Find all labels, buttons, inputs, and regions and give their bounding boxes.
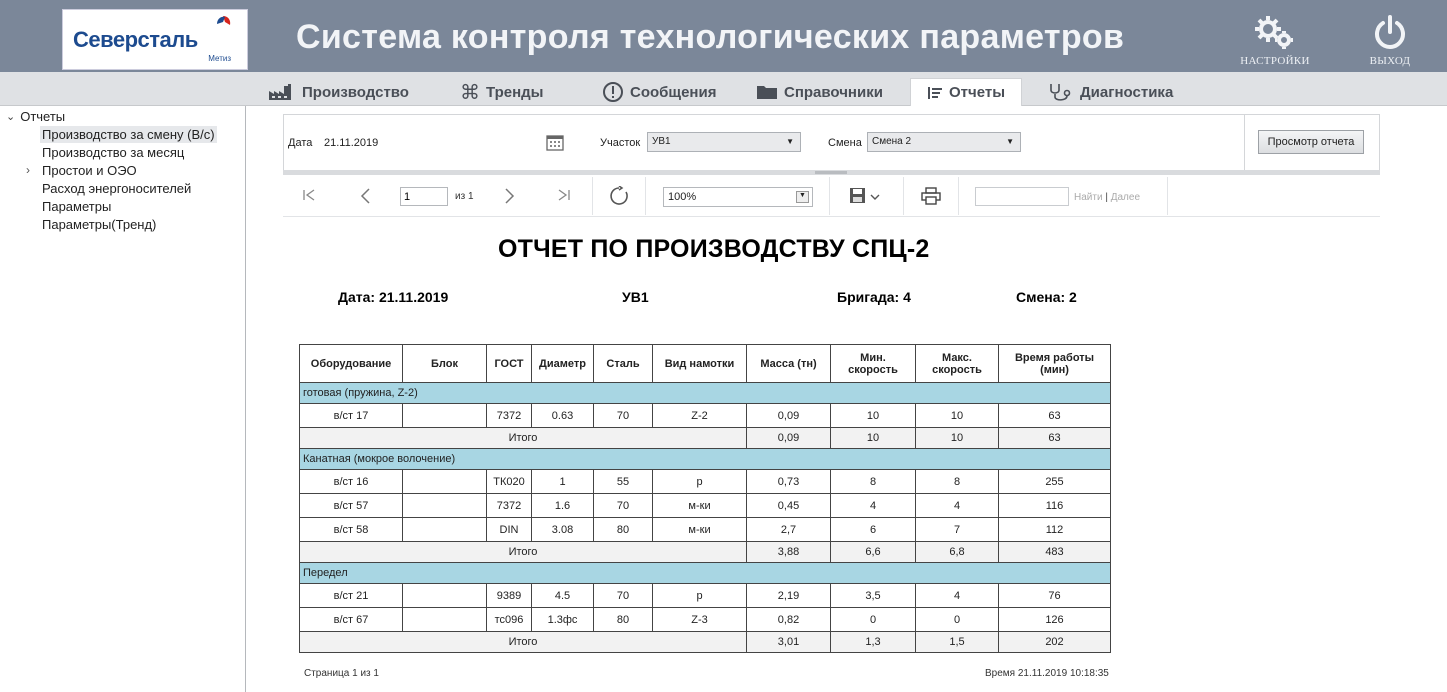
table-row (300, 404, 1111, 428)
shift-label: Смена (828, 137, 862, 149)
table-row (300, 494, 1111, 518)
date-field[interactable]: 21.11.2019 (324, 137, 379, 149)
tab-reports[interactable] (910, 78, 1022, 106)
toolbar-divider (903, 177, 904, 215)
settings-label: НАСТРОЙКИ (1240, 55, 1310, 67)
table-cell: Z-2 (653, 404, 747, 428)
table-cell: 0.63 (532, 404, 594, 428)
total-label: Итого (300, 632, 747, 653)
total-label: Итого (300, 428, 747, 449)
table-cell: 0,82 (747, 608, 831, 632)
table-cell: 4 (831, 494, 916, 518)
find-text-input[interactable] (975, 187, 1069, 206)
table-cell: 3.08 (532, 518, 594, 542)
table-cell: 70 (594, 494, 653, 518)
total-cell: 202 (999, 632, 1111, 653)
group-name: готовая (пружина, Z-2) (300, 383, 1111, 404)
table-cell: 1.3фс (532, 608, 594, 632)
shift-select-value: Смена 2 (872, 136, 912, 147)
table-cell: в/ст 57 (300, 494, 403, 518)
toolbar-divider (958, 177, 959, 215)
table-cell: 4.5 (532, 584, 594, 608)
table-cell: в/ст 16 (300, 470, 403, 494)
table-cell: 7 (916, 518, 999, 542)
chevron-down-icon[interactable]: ⌄ (6, 111, 16, 123)
page-count-text: из 1 (455, 191, 474, 202)
zoom-value: 100% (668, 191, 697, 203)
total-cell: 6,6 (831, 542, 916, 563)
tree-item-shift-production[interactable]: Производство за смену (В/с) (42, 127, 215, 142)
toolbar-divider (592, 177, 593, 215)
table-cell: 76 (999, 584, 1111, 608)
group-row (300, 383, 1111, 404)
table-cell: 255 (999, 470, 1111, 494)
table-cell: 3,5 (831, 584, 916, 608)
dropdown-arrow-icon: ▼ (786, 137, 794, 146)
table-cell: 4 (916, 494, 999, 518)
tree-root-label: Отчеты (20, 109, 66, 124)
column-header: Блок (403, 345, 487, 383)
last-page-icon[interactable] (556, 187, 572, 208)
column-header: Сталь (594, 345, 653, 383)
table-row (300, 584, 1111, 608)
tree-root-reports[interactable] (6, 109, 65, 124)
table-cell (403, 608, 487, 632)
app-title: Система контроля технологических параметров (296, 18, 1125, 56)
table-cell: в/ст 58 (300, 518, 403, 542)
alert-circle-icon (602, 81, 624, 103)
table-cell: 10 (831, 404, 916, 428)
report-brigade: Бригада: 4 (837, 289, 911, 305)
zoom-select[interactable] (663, 187, 813, 207)
table-cell: 80 (594, 518, 653, 542)
table-cell: 126 (999, 608, 1111, 632)
table-cell: 8 (831, 470, 916, 494)
column-header: Время работы (мин) (999, 345, 1111, 383)
tree-item-energy[interactable]: Расход энергоносителей (42, 181, 192, 196)
total-row (300, 428, 1111, 449)
toolbar-divider (829, 177, 830, 215)
table-cell: тс096 (487, 608, 532, 632)
total-cell: 1,5 (916, 632, 999, 653)
time-footer: Время 21.11.2019 10:18:35 (985, 668, 1109, 679)
table-cell: в/ст 67 (300, 608, 403, 632)
total-row (300, 542, 1111, 563)
tab-trends[interactable] (460, 78, 544, 106)
tab-label: Отчеты (949, 84, 1006, 101)
table-cell: 0,09 (747, 404, 831, 428)
table-cell: 0,73 (747, 470, 831, 494)
table-body (300, 383, 1111, 653)
table-cell (403, 584, 487, 608)
page-number-input[interactable] (400, 187, 448, 206)
dropdown-arrow-icon: ▼ (1006, 137, 1014, 146)
refresh-icon[interactable] (609, 186, 629, 211)
command-icon: ⌘ (460, 81, 480, 104)
logo-subtext: Метиз (208, 54, 231, 63)
total-cell: 483 (999, 542, 1111, 563)
next-page-icon[interactable] (501, 187, 517, 210)
table-cell: ТК020 (487, 470, 532, 494)
table-cell: 7372 (487, 404, 532, 428)
table-cell: 116 (999, 494, 1111, 518)
total-cell: 3,01 (747, 632, 831, 653)
exit-label: ВЫХОД (1369, 55, 1411, 67)
group-row (300, 563, 1111, 584)
tab-production[interactable] (268, 78, 409, 106)
total-cell: 10 (831, 428, 916, 449)
tree-item-downtime[interactable]: Простои и ОЭО (42, 163, 137, 178)
table-cell: 0 (831, 608, 916, 632)
table-cell: 63 (999, 404, 1111, 428)
table-cell: 55 (594, 470, 653, 494)
chevron-right-icon[interactable]: › (26, 163, 30, 177)
column-header: Оборудование (300, 345, 403, 383)
date-label: Дата (288, 137, 313, 149)
total-cell: 6,8 (916, 542, 999, 563)
tree-item-parameters-trend[interactable]: Параметры(Тренд) (42, 217, 157, 232)
settings-button[interactable] (1233, 10, 1317, 70)
splitter-grip[interactable] (815, 171, 847, 174)
table-cell: DIN (487, 518, 532, 542)
total-label: Итого (300, 542, 747, 563)
tree-item-parameters[interactable]: Параметры (42, 199, 112, 214)
save-icon[interactable] (849, 187, 883, 210)
first-page-icon[interactable] (301, 187, 317, 208)
table-cell: 6 (831, 518, 916, 542)
page-footer: Страница 1 из 1 (304, 668, 379, 679)
table-cell (403, 518, 487, 542)
report-shift: Смена: 2 (1016, 289, 1077, 305)
report-parameters-panel (283, 114, 1380, 172)
app-header (0, 0, 1447, 72)
print-icon[interactable] (921, 187, 941, 210)
production-report-table (299, 344, 1111, 653)
table-cell: м-ки (653, 518, 747, 542)
column-header: Вид намотки (653, 345, 747, 383)
power-icon (1370, 14, 1410, 52)
view-report-button[interactable]: Просмотр отчета (1258, 130, 1364, 154)
table-cell: Z-3 (653, 608, 747, 632)
gears-icon (1252, 14, 1298, 52)
table-row (300, 608, 1111, 632)
table-cell (403, 470, 487, 494)
area-select-value: УВ1 (652, 136, 671, 147)
divider (1244, 115, 1245, 171)
next-link[interactable]: Далее (1110, 192, 1141, 203)
table-cell: 4 (916, 584, 999, 608)
table-cell: 80 (594, 608, 653, 632)
tree-item-month-production[interactable]: Производство за месяц (42, 145, 185, 160)
table-row (300, 518, 1111, 542)
tab-label: Справочники (784, 83, 883, 101)
logo-text: Северсталь (73, 27, 198, 52)
tab-messages[interactable] (602, 78, 716, 106)
column-header: Диаметр (532, 345, 594, 383)
table-header-row (300, 345, 1111, 383)
report-date: Дата: 21.11.2019 (338, 289, 449, 305)
table-cell (403, 404, 487, 428)
prev-page-icon[interactable] (358, 187, 374, 210)
main-tabbar (0, 72, 1447, 106)
table-cell: в/ст 21 (300, 584, 403, 608)
table-cell: 70 (594, 584, 653, 608)
report-viewer-toolbar (283, 177, 1380, 217)
group-row (300, 449, 1111, 470)
table-cell: р (653, 470, 747, 494)
tab-label: Сообщения (630, 83, 717, 101)
exit-button[interactable] (1348, 10, 1432, 70)
table-cell: 7372 (487, 494, 532, 518)
total-cell: 3,88 (747, 542, 831, 563)
column-header: Макс. скорость (916, 345, 999, 383)
table-cell: 0,45 (747, 494, 831, 518)
panel-splitter[interactable] (283, 170, 1380, 175)
company-logo (62, 9, 248, 70)
total-row (300, 632, 1111, 653)
table-cell: 8 (916, 470, 999, 494)
table-cell: 1 (532, 470, 594, 494)
toolbar-divider (1167, 177, 1168, 215)
column-header: Мин. скорость (831, 345, 916, 383)
tab-directories[interactable] (756, 78, 883, 106)
tab-label: Диагностика (1080, 83, 1174, 101)
shift-select[interactable] (867, 132, 1021, 152)
tab-label: Тренды (486, 83, 544, 101)
tab-diagnostics[interactable] (1048, 78, 1173, 106)
tab-label: Производство (302, 83, 409, 101)
dropdown-arrow-icon: ▼ (796, 191, 809, 203)
folder-icon (756, 84, 778, 100)
report-area: УВ1 (622, 289, 649, 305)
table-cell: 10 (916, 404, 999, 428)
table-cell: 0 (916, 608, 999, 632)
group-name: Канатная (мокрое волочение) (300, 449, 1111, 470)
table-cell: 2,7 (747, 518, 831, 542)
total-cell: 63 (999, 428, 1111, 449)
reports-sidebar (0, 106, 246, 692)
table-cell (403, 494, 487, 518)
area-select[interactable] (647, 132, 801, 152)
report-title: ОТЧЕТ ПО ПРОИЗВОДСТВУ СПЦ-2 (498, 235, 930, 263)
table-cell: 70 (594, 404, 653, 428)
total-cell: 1,3 (831, 632, 916, 653)
total-cell: 0,09 (747, 428, 831, 449)
table-cell: в/ст 17 (300, 404, 403, 428)
area-label: Участок (600, 137, 641, 149)
find-links: Найти | Далее (1074, 192, 1141, 203)
toolbar-divider (645, 177, 646, 215)
table-cell: 112 (999, 518, 1111, 542)
table-cell: м-ки (653, 494, 747, 518)
column-header: Масса (тн) (747, 345, 831, 383)
table-row (300, 470, 1111, 494)
logo-mark-icon (213, 14, 233, 34)
factory-icon (268, 83, 296, 101)
table-cell: 1.6 (532, 494, 594, 518)
find-link[interactable]: Найти (1074, 192, 1103, 203)
calendar-icon[interactable] (546, 134, 564, 156)
group-name: Передел (300, 563, 1111, 584)
stethoscope-icon (1048, 82, 1074, 102)
table-cell: 2,19 (747, 584, 831, 608)
column-header: ГОСТ (487, 345, 532, 383)
table-cell: 9389 (487, 584, 532, 608)
total-cell: 10 (916, 428, 999, 449)
table-cell: р (653, 584, 747, 608)
report-list-icon (927, 85, 943, 101)
